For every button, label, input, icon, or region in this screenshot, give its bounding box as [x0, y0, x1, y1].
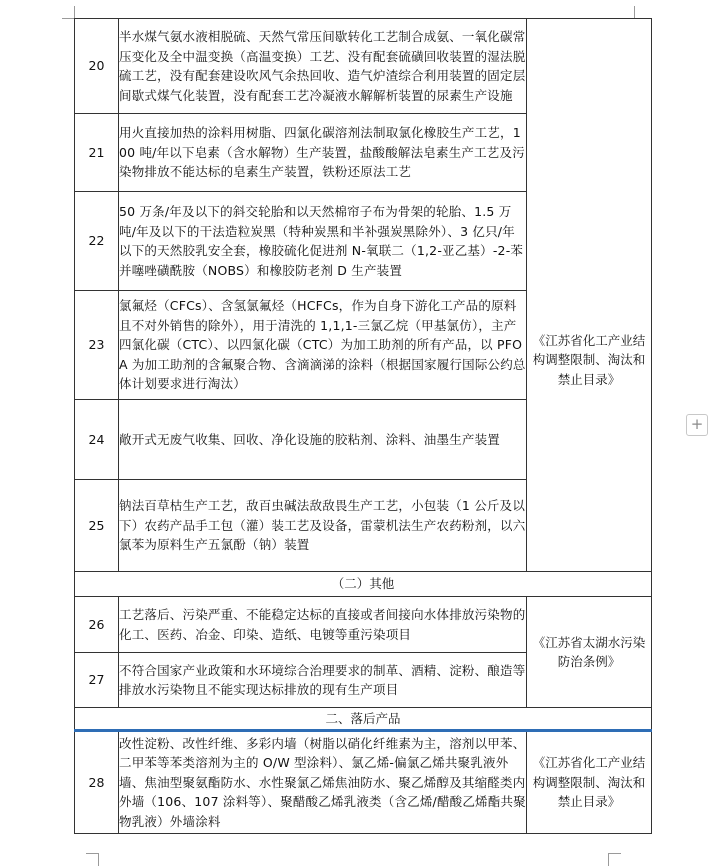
row-description: 不符合国家产业政策和水环境综合治理要求的制革、酒精、淀粉、酿造等排放水污染物且不能实现达标排放的现有生产项目 [119, 653, 527, 708]
row-description: 改性淀粉、改性纤维、多彩内墙（树脂以硝化纤维素为主，溶剂以甲苯、二甲苯等苯类溶剂为主的 O/W 型涂料）、氯乙烯-偏氯乙烯共聚乳液外墙、焦油型聚氨酯防水、水性聚氯乙烯焦油防水、聚乙烯醇及其缩醛类内外墙（106、107 涂料等）、聚醋酸乙烯乳液类（含乙烯/醋酸乙烯酯共聚物乳液）外墙涂料 [119, 731, 527, 834]
table-row [75, 731, 652, 834]
row-number: 25 [75, 480, 119, 572]
row-description: 敞开式无废气收集、回收、净化设施的胶粘剂、涂料、油墨生产装置 [119, 400, 527, 480]
row-description: 半水煤气氨水液相脱硫、天然气常压间歇转化工艺制合成氨、一氧化碳常压变化及全中温变换（高温变换）工艺、没有配套硫磺回收装置的湿法脱硫工艺，没有配套建设吹风气余热回收、造气炉渣综合利用装置的固定层间歇式煤气化装置，没有配套工艺冷凝液水解解析装置的尿素生产设施 [119, 19, 527, 114]
section-heading: 二、落后产品 [75, 708, 652, 731]
page-corner-mark [608, 853, 621, 866]
table-row [75, 597, 652, 653]
row-number: 24 [75, 400, 119, 480]
page-corner-mark [86, 853, 99, 866]
row-description: 用火直接加热的涂料用树脂、四氯化碳溶剂法制取氯化橡胶生产工艺，100 吨/年以下皂素（含水解物）生产装置，盐酸酸解法皂素生产工艺及污染物排放不能达标的皂素生产装置，铁粉还原法工艺 [119, 114, 527, 192]
row-number: 20 [75, 19, 119, 114]
section-header-row [75, 708, 652, 731]
document-table [74, 18, 652, 834]
row-description: 50 万条/年及以下的斜交轮胎和以天然棉帘子布为骨架的轮胎、1.5 万吨/年及以下的干法造粒炭黑（特种炭黑和半补强炭黑除外）、3 亿只/年以下的天然胶乳安全套，橡胶硫化促进剂 N-氧联二（1,2-亚乙基）-2-苯并噻唑磺酰胺（NOBS）和橡胶防老剂 D 生产装置 [119, 192, 527, 291]
row-number: 23 [75, 291, 119, 400]
basis-cell: 《江苏省化工产业结构调整限制、淘汰和禁止目录》 [527, 19, 652, 572]
row-description: 氯氟烃（CFCs）、含氢氯氟烃（HCFCs，作为自身下游化工产品的原料且不对外销售的除外），用于清洗的 1,1,1-三氯乙烷（甲基氯仿），主产四氯化碳（CTC）、以四氯化碳（CTC）为加工助剂的所有产品，以 PFOA 为加工助剂的含氟聚合物、含滴滴涕的涂料（根据国家履行国际公约总体计划要求进行淘汰） [119, 291, 527, 400]
row-description: 钠法百草枯生产工艺，敌百虫碱法敌敌畏生产工艺，小包装（1 公斤及以下）农药产品手工包（灌）装工艺及设备，雷蒙机法生产农药粉剂，以六氯苯为原料生产五氯酚（钠）装置 [119, 480, 527, 572]
basis-cell: 《江苏省化工产业结构调整限制、淘汰和禁止目录》 [527, 731, 652, 834]
table-row [75, 19, 652, 114]
row-description: 工艺落后、污染严重、不能稳定达标的直接或者间接向水体排放污染物的化工、医药、冶金、印染、造纸、电镀等重污染项目 [119, 597, 527, 653]
basis-cell: 《江苏省太湖水污染防治条例》 [527, 597, 652, 708]
row-number: 26 [75, 597, 119, 653]
row-number: 21 [75, 114, 119, 192]
row-number: 28 [75, 731, 119, 834]
section-header-row [75, 572, 652, 597]
row-number: 27 [75, 653, 119, 708]
row-number: 22 [75, 192, 119, 291]
add-row-plus-icon[interactable]: + [686, 414, 708, 436]
section-heading: （二）其他 [75, 572, 652, 597]
